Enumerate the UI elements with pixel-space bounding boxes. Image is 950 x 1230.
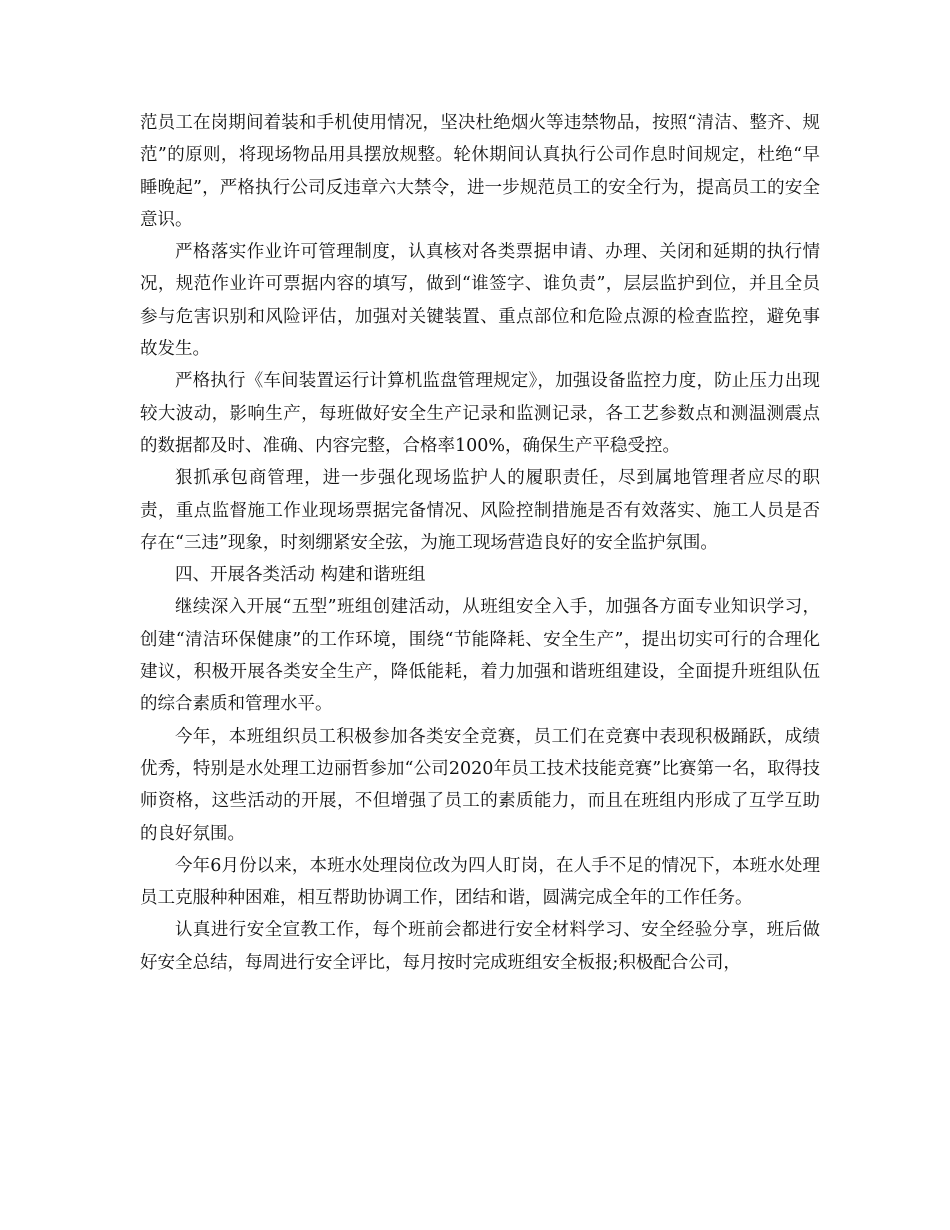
paragraph-4: 狠抓承包商管理，进一步强化现场监护人的履职责任，尽到属地管理者应尽的职责，重点监督施工作业现场票据完备情况、风险控制措施是否有效落实、施工人员是否存在“三违”现象，时刻绷紧安全弦，为施工现场营造良好的安全监护氛围。 <box>140 468 820 553</box>
paragraph-6: 今年，本班组织员工积极参加各类安全竞赛，员工们在竞赛中表现积极踊跃，成绩优秀，特别是水处理工边丽哲参加“公司2020年员工技术技能竞赛”比赛第一名，取得技师资格，这些活动的开展，不但增强了员工的素质能力，而且在班组内形成了互学互助的良好氛围。 <box>140 726 820 844</box>
paragraph-5: 继续深入开展“五型”班组创建活动，从班组安全入手，加强各方面专业知识学习，创建“清洁环保健康”的工作环境，围绕“节能降耗、安全生产”，提出切实可行的合理化建议，积极开展各类安全生产，降低能耗，着力加强和谐班组建设，全面提升班组队伍的综合素质和管理水平。 <box>140 597 820 715</box>
paragraph-2: 严格落实作业许可管理制度，认真核对各类票据申请、办理、关闭和延期的执行情况，规范作业许可票据内容的填写，做到“谁签字、谁负责”，层层监护到位，并且全员参与危害识别和风险评估，加强对关键装置、重点部位和危险点源的检查监控，避免事故发生。 <box>140 242 820 360</box>
section-heading: 四、开展各类活动 构建和谐班组 <box>175 565 426 586</box>
paragraph-8: 认真进行安全宣教工作，每个班前会都进行安全材料学习、安全经验分享，班后做好安全总结，每周进行安全评比，每月按时完成班组安全板报;积极配合公司， <box>140 920 820 973</box>
paragraph-3: 严格执行《车间装置运行计算机监盘管理规定》，加强设备监控力度，防止压力出现较大波动，影响生产，每班做好安全生产记录和监测记录，各工艺参数点和测温测震点的数据都及时、准确、内容完整，合格率100%，确保生产平稳受控。 <box>140 371 820 456</box>
document-body <box>140 107 820 979</box>
paragraph-1: 范员工在岗期间着装和手机使用情况，坚决杜绝烟火等违禁物品，按照“清洁、整齐、规范”的原则，将现场物品用具摆放规整。轮休期间认真执行公司作息时间规定，杜绝“早睡晚起”，严格执行公司反违章六大禁令，进一步规范员工的安全行为，提高员工的安全意识。 <box>140 113 820 230</box>
paragraph-7: 今年6月份以来，本班水处理岗位改为四人盯岗，在人手不足的情况下，本班水处理员工克服种种困难，相互帮助协调工作，团结和谐，圆满完成全年的工作任务。 <box>140 855 820 909</box>
